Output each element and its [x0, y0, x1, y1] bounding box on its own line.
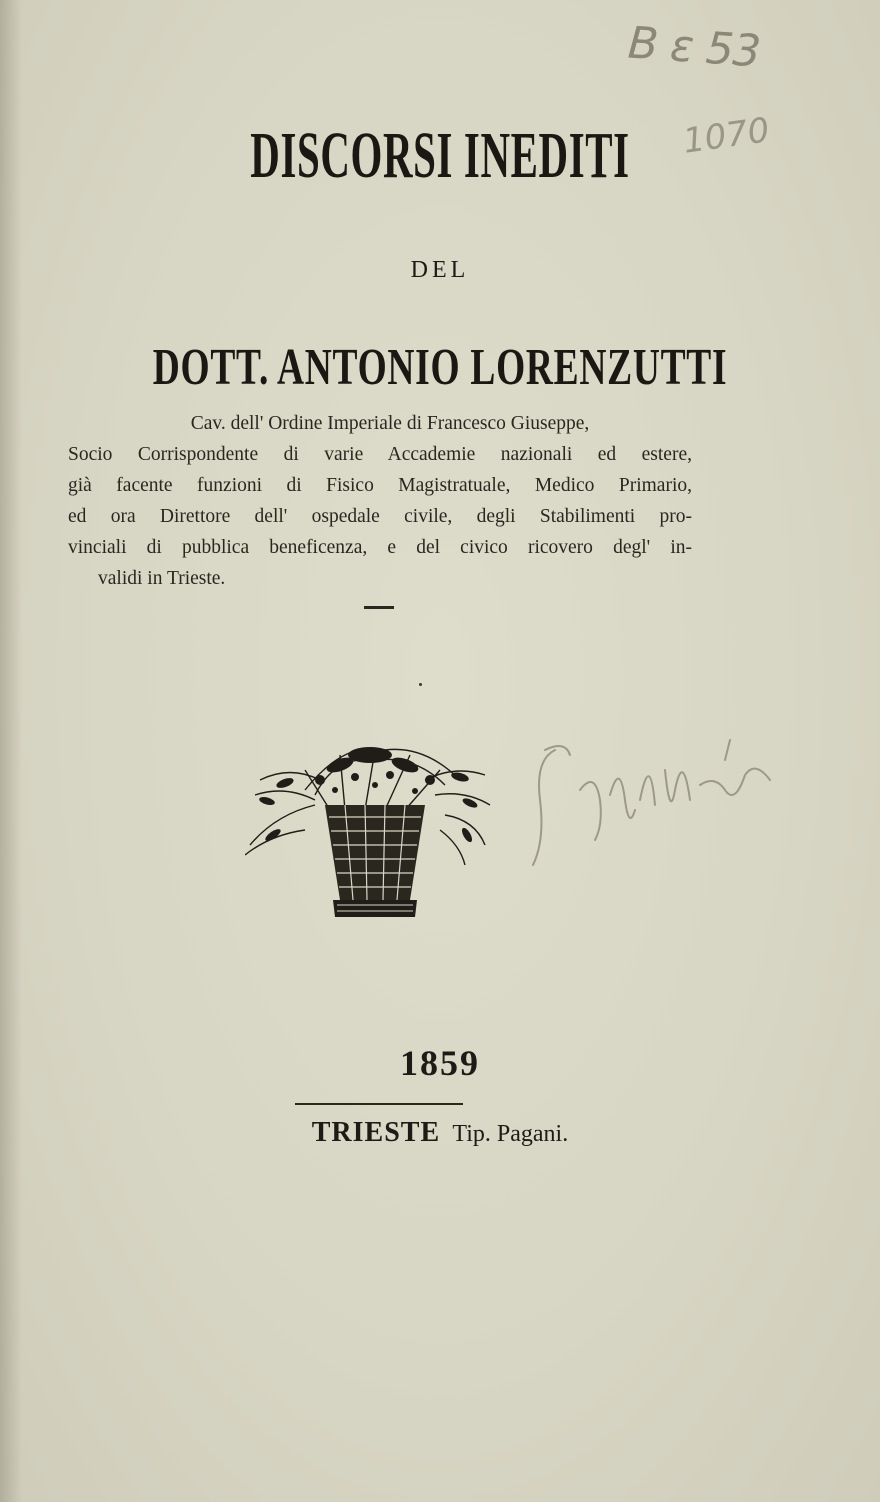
description-line: Socio Corrispondente di varie Accademie nazionali ed estere, — [68, 444, 692, 465]
book-title: DISCORSI INEDITI — [250, 119, 630, 192]
description-line: validi in Trieste. — [98, 568, 226, 589]
description-line: vinciali di pubblica beneficenza, e del civico ricovero degl' in- — [68, 537, 692, 558]
handwritten-number: 1070 — [680, 110, 772, 162]
title-preposition: DEL — [410, 257, 470, 283]
description-line: Cav. dell' Ordine Imperiale di Francesco Giuseppe, — [190, 413, 590, 434]
ink-speck — [419, 683, 422, 686]
description-line: ed ora Direttore dell' ospedale civile, degli Stabilimenti pro- — [68, 506, 692, 527]
publication-year: 1859 — [400, 1043, 480, 1083]
description-line: già facente funzioni di Fisico Magistratuale, Medico Primario, — [68, 475, 692, 496]
author-description — [68, 408, 692, 594]
imprint-city: TRIESTE — [311, 1117, 441, 1148]
imprint-line — [0, 1117, 880, 1149]
page-edge-shadow — [0, 0, 22, 1502]
author-name: DOTT. ANTONIO LORENZUTTI — [152, 339, 728, 396]
imprint-press: Tip. Pagani. — [452, 1121, 569, 1147]
separator-dash — [364, 606, 394, 609]
imprint-rule — [295, 1103, 463, 1105]
pencil-signature — [525, 730, 795, 870]
handwritten-shelfmark: B ε 53 — [626, 17, 762, 78]
flower-basket-vignette-icon — [245, 735, 495, 925]
